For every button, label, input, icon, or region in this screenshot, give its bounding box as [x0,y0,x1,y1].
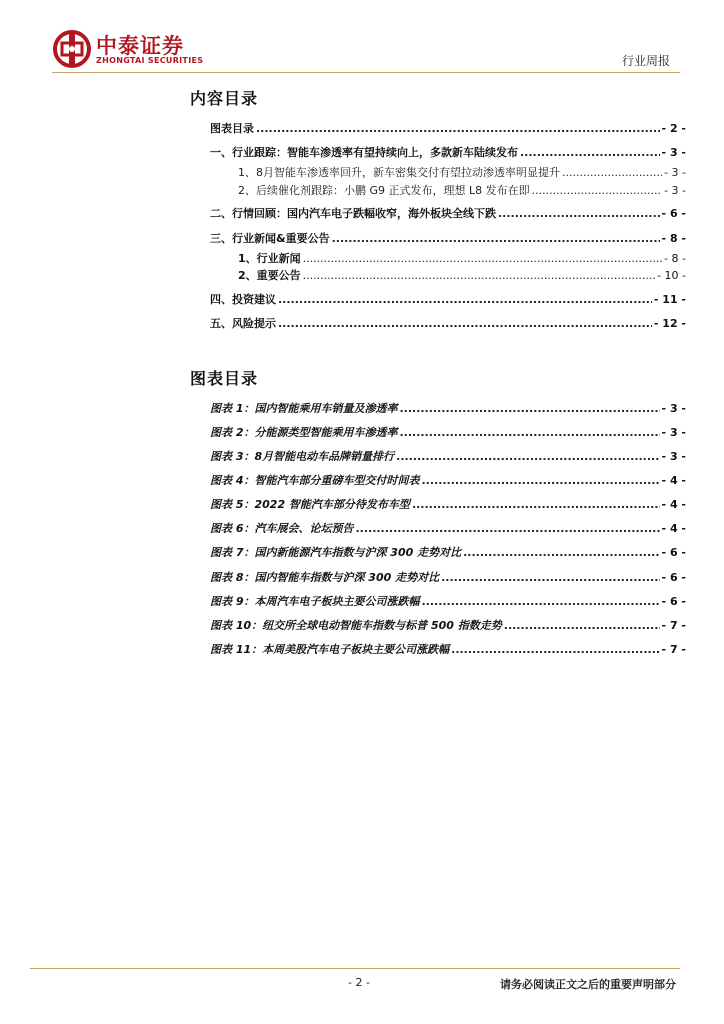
figure-item-label: 图表 8：国内智能车指数与沪深 300 走势对比 [210,571,440,584]
figure-item-page: - 4 - [661,474,686,487]
figures-title: 图表目录 [190,369,259,388]
figure-item-page: - 6 - [661,595,686,608]
toc-leader [278,317,652,331]
figure-item-page: - 4 - [661,498,686,511]
footer-disclaimer: 请务必阅读正文之后的重要声明部分 [500,978,676,991]
toc-item-label: 三、行业新闻&重要公告 [210,232,330,245]
company-name-cn: 中泰证券 [96,34,184,58]
toc-item-label: 2、重要公告 [238,269,301,282]
figure-item-page: - 3 - [661,402,686,415]
figure-item-label: 图表 9：本周汽车电子板块主要公司涨跌幅 [210,595,420,608]
toc-item[interactable] [210,317,686,331]
figure-item-label: 图表 2：分能源类型智能乘用车渗透率 [210,426,398,439]
toc-leader [399,426,659,440]
report-type-label: 行业周报 [621,54,670,68]
figure-item[interactable] [210,474,686,488]
toc-leader [520,146,660,160]
figure-item[interactable] [210,402,686,416]
figure-item-page: - 7 - [661,643,686,656]
toc-item-page: - 11 - [653,293,686,306]
figure-item[interactable] [210,426,686,440]
toc-leader [332,232,660,246]
toc-leader [504,619,660,633]
toc-leader [396,450,659,464]
figure-item-page: - 3 - [661,426,686,439]
figure-item[interactable] [210,571,686,585]
toc-item-label: 一、行业跟踪：智能车渗透率有望持续向上，多款新车陆续发布 [210,146,518,159]
toc-leader [303,252,662,266]
toc-leader [303,269,655,283]
footer-divider [30,968,680,969]
toc-item-page: - 8 - [661,232,686,245]
toc-leader [532,184,662,198]
footer-page-number: - 2 - [348,976,370,989]
figure-item-page: - 4 - [661,522,686,535]
toc-item[interactable] [210,146,686,160]
toc-leader [421,474,659,488]
toc-leader [355,522,659,536]
figure-item-page: - 7 - [661,619,686,632]
figure-item-page: - 6 - [661,546,686,559]
figure-item-label: 图表 10：纽交所全球电动智能车指数与标普 500 指数走势 [210,619,502,632]
toc-leader [451,643,659,657]
toc-item-label: 2、后续催化剂跟踪：小鹏 G9 正式发布，理想 L8 发布在即 [238,184,530,197]
toc-item-page: - 3 - [664,166,686,179]
toc-item-page: - 10 - [657,269,686,282]
figure-item-label: 图表 3：8月智能电动车品牌销量排行 [210,450,395,463]
figure-item[interactable] [210,522,686,536]
figure-item[interactable] [210,498,686,512]
toc-item-label: 五、风险提示 [210,317,276,330]
header-divider [52,72,680,73]
figure-item-page: - 3 - [661,450,686,463]
figure-item[interactable] [210,619,686,633]
toc-item[interactable] [210,207,686,221]
toc-leader [441,571,659,585]
toc-item-page: - 2 - [661,122,686,135]
figure-item-label: 图表 7：国内新能源汽车指数与沪深 300 走势对比 [210,546,462,559]
toc-leader [463,546,659,560]
toc-item-page: - 6 - [661,207,686,220]
toc-item[interactable] [238,184,686,198]
toc-leader [562,166,662,180]
toc-item[interactable] [238,252,686,266]
figure-item-label: 图表 11：本周美股汽车电子板块主要公司涨跌幅 [210,643,450,656]
toc-item[interactable] [210,293,686,307]
toc-leader [498,207,660,221]
toc-item-label: 1、行业新闻 [238,252,301,265]
toc-leader [256,122,660,136]
figure-item[interactable] [210,643,686,657]
figure-item-label: 图表 5：2022 智能汽车部分待发布车型 [210,498,410,511]
figure-item[interactable] [210,546,686,560]
figure-item[interactable] [210,595,686,609]
toc-item-page: - 3 - [661,146,686,159]
toc-item-label: 图表目录 [210,122,254,135]
company-name-en: ZHONGTAI SECURITIES [96,56,204,65]
toc-leader [421,595,659,609]
toc-leader [399,402,659,416]
figure-item[interactable] [210,450,686,464]
toc-item[interactable] [210,232,686,246]
toc-item-label: 1、8月智能车渗透率回升，新车密集交付有望拉动渗透率明显提升 [238,166,560,179]
toc-item[interactable] [238,166,686,180]
toc-item-label: 二、行情回顾：国内汽车电子跌幅收窄，海外板块全线下跌 [210,207,496,220]
toc-item[interactable] [238,269,686,283]
toc-title: 内容目录 [190,89,259,108]
toc-leader [278,293,652,307]
logo-mark-icon [55,32,89,66]
toc-item-label: 四、投资建议 [210,293,276,306]
toc-leader [412,498,660,512]
toc-item-page: - 8 - [664,252,686,265]
figure-item-label: 图表 6：汽车展会、论坛预告 [210,522,354,535]
figure-item-label: 图表 1：国内智能乘用车销量及渗透率 [210,402,398,415]
toc-item-page: - 3 - [664,184,686,197]
figure-item-label: 图表 4：智能汽车部分重磅车型交付时间表 [210,474,420,487]
figure-item-page: - 6 - [661,571,686,584]
toc-item[interactable] [210,122,686,136]
toc-item-page: - 12 - [653,317,686,330]
